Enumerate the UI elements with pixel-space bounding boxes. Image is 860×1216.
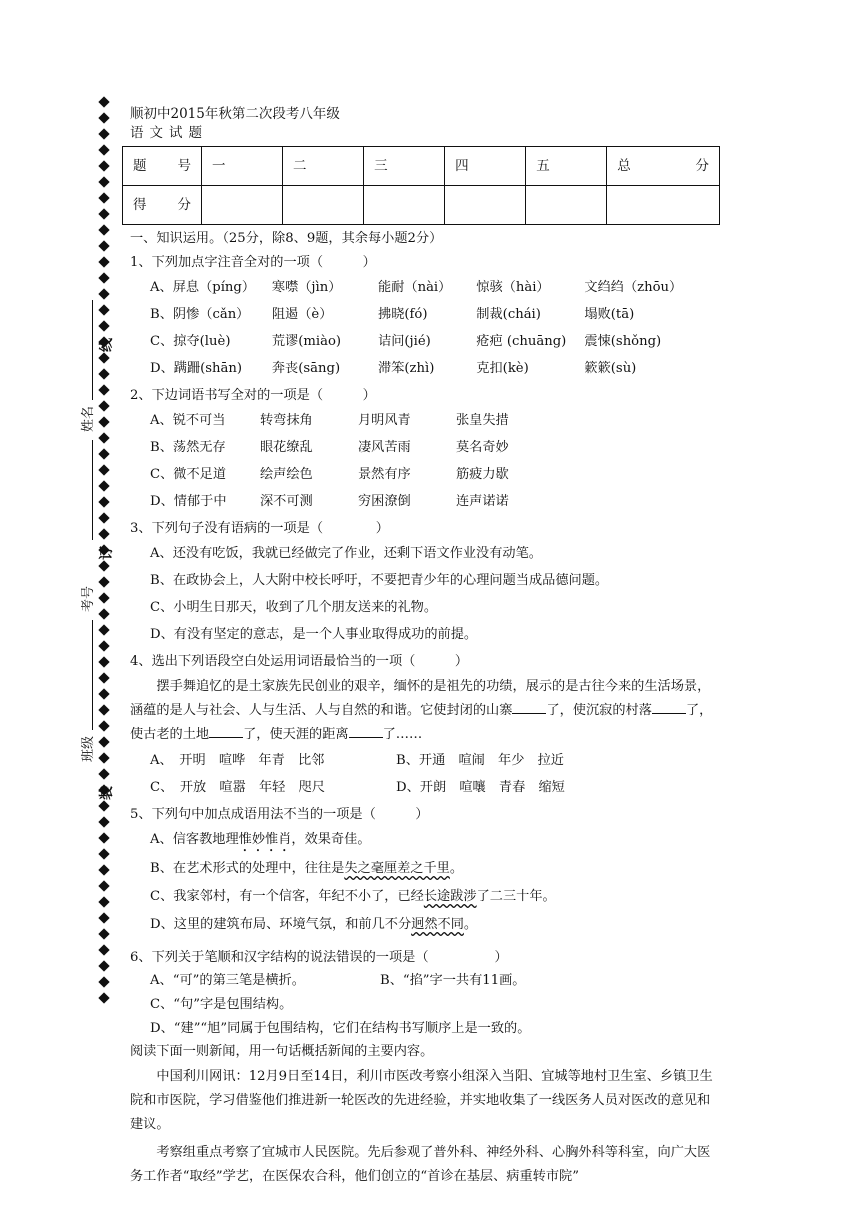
question-1-option-row-cell: 制裁(chái) — [476, 307, 541, 322]
question-1-option-row — [150, 355, 722, 382]
question-1-option-row-cell: 疮疤 (chuāng) — [476, 334, 567, 349]
question-2-option-row-cell: 绘声绘色 — [260, 467, 313, 482]
binding-diamond — [98, 864, 109, 875]
binding-diamond — [98, 288, 109, 299]
question-5-option-d: D、这里的建筑布局、环境气氛，和前几不分 迥然不同 。 — [150, 911, 722, 939]
class-label: 班级 — [81, 735, 96, 762]
binding-diamond — [98, 608, 109, 619]
question-4-option-row — [150, 774, 722, 801]
score-table-value-row — [123, 186, 720, 225]
binding-diamond — [98, 560, 109, 571]
question-1-option-row-cell: 奔丧(sāng) — [271, 361, 341, 376]
binding-diamond — [98, 928, 109, 939]
reading-intro: 阅读下面一则新闻，用一句话概括新闻的主要内容。 — [130, 1044, 434, 1059]
question-2-option-row-cell: 张皇失措 — [456, 413, 509, 428]
question-1-option-row-cell: D、蹒跚(shān) — [150, 361, 243, 376]
question-2-option-row — [150, 434, 722, 461]
binding-diamond — [98, 176, 109, 187]
binding-diamond — [98, 480, 109, 491]
question-2-stem: 2、下边词语书写全对的一项是（ ） — [130, 388, 376, 403]
question-1-option-row-cell: 惊骇（hài） — [476, 280, 550, 295]
idiom-b: 失之毫厘差之千里 — [344, 861, 450, 876]
binding-diamond — [98, 128, 109, 139]
question-1-stem: 1、下列加点字注音全对的一项（ ） — [130, 255, 376, 270]
binding-diamond — [98, 304, 109, 315]
binding-diamond — [98, 576, 109, 587]
binding-diamond — [98, 352, 109, 363]
binding-diamond — [98, 736, 109, 747]
binding-diamond — [98, 112, 109, 123]
question-1-option-row-cell: 文绉绉（zhōu） — [584, 280, 683, 295]
exam-content — [130, 104, 722, 1189]
question-1-option-row-cell: 滞笨(zhì) — [378, 361, 435, 376]
binding-diamond — [98, 832, 109, 843]
question-4-option-row-cell: D、开朗 喧嚷 青春 缩短 — [396, 780, 565, 795]
exam-title: 顺初中2015年秋第二次段考八年级 — [130, 106, 340, 122]
binding-diamond — [98, 528, 109, 539]
question-1-option-row — [150, 274, 722, 301]
binding-diamond — [98, 640, 109, 651]
question-2-option-row-cell: B、荡然无存 — [150, 440, 226, 455]
binding-diamond — [98, 160, 109, 171]
question-4-option-row-cell: C、 开放 喧嚣 年轻 咫尺 — [150, 780, 325, 795]
question-6-option-d: D、“建”“旭”同属于包围结构，它们在结构书写顺序上是一致的。 — [150, 1021, 531, 1036]
question-1-option-row-cell: 震悚(shǒng) — [584, 334, 662, 349]
binding-diamond — [98, 768, 109, 779]
score-header-cell: 一 — [202, 147, 283, 186]
score-row-label: 得 分 — [123, 186, 202, 225]
binding-diamond — [98, 688, 109, 699]
score-table — [122, 146, 720, 225]
question-4-option-row — [150, 747, 722, 774]
id-label: 考号 — [81, 585, 96, 612]
binding-diamond — [98, 800, 109, 811]
question-1-option-row-cell: A、屏息（píng） — [150, 280, 256, 295]
question-3-stem: 3、下列句子没有语病的一项是（ ） — [130, 521, 389, 536]
question-2-option-row-cell: 连声诺诺 — [456, 494, 509, 509]
question-2-option-row-cell: 凄风苦雨 — [358, 440, 411, 455]
question-1-option-row-cell: B、阴惨（cǎn） — [150, 307, 250, 322]
question-2-option-row-cell: 月明风青 — [358, 413, 411, 428]
score-header-cell: 总 分 — [607, 147, 720, 186]
binding-diamond — [98, 720, 109, 731]
question-4-options — [130, 747, 722, 801]
binding-diamond — [98, 848, 109, 859]
score-cell[interactable] — [202, 186, 283, 225]
question-4-stem: 4、选出下列语段空白处运用词语最恰当的一项（ ） — [130, 654, 469, 669]
section-title: 一、知识运用。（25分，除8、9题，其余每小题2分） — [130, 231, 443, 246]
binding-diamond — [98, 704, 109, 715]
question-1-option-row-cell: 诘问(jié) — [378, 334, 431, 349]
binding-diamond — [98, 624, 109, 635]
question-2-option-row-cell: 深不可测 — [260, 494, 313, 509]
bind-word-zhuang: 装 — [99, 786, 115, 800]
question-2-option-row-cell: A、锐不可当 — [150, 413, 226, 428]
binding-diamond — [98, 496, 109, 507]
score-table-header-row — [123, 147, 720, 186]
binding-diamond — [98, 192, 109, 203]
question-3-option: B、在政协会上，人大附中校长呼吁，不要把青少年的心理问题当成品德问题。 — [150, 573, 609, 588]
score-cell[interactable] — [364, 186, 445, 225]
question-2-option-row — [150, 488, 722, 515]
reading-paragraph-2: 考察组重点考察了宜城市人民医院。先后参观了普外科、神经外科、心胸外科等科室，向广大医务工作者“取经”学艺，在医保农合科，他们创立的“首诊在基层、病重转市院” — [130, 1145, 711, 1184]
question-1-option-row — [150, 301, 722, 328]
idiom-a: 惟妙惟肖 — [238, 832, 292, 847]
score-header-cell: 五 — [526, 147, 607, 186]
exam-subject: 语文试题 — [130, 125, 208, 141]
question-1-option-row-cell: 塌败(tā) — [584, 307, 635, 322]
binding-diamond — [98, 976, 109, 987]
score-cell[interactable] — [607, 186, 720, 225]
question-5-stem: 5、下列句中加点成语用法不当的一项是（ ） — [130, 807, 429, 822]
binding-diamond — [98, 384, 109, 395]
binding-diamond — [98, 368, 109, 379]
score-header-cell: 题 号 — [123, 147, 202, 186]
question-2-option-row-cell: 转弯抹角 — [260, 413, 313, 428]
question-4-option-row-cell: B、开通 喧闹 年少 拉近 — [396, 753, 564, 768]
question-1-option-row-cell: 簌簌(sù) — [584, 361, 637, 376]
question-1-option-row-cell: 荒谬(miào) — [271, 334, 342, 349]
reading-paragraph-1: 中国利川网讯：12月9日至14日，利川市医改考察小组深入当阳、宜城等地村卫生室、乡镇卫生院和市医院，学习借鉴他们推进新一轮医改的先进经验，并实地收集了一线医务人员对医改的意见和建议。 — [130, 1069, 713, 1132]
question-1-option-row-cell: 能耐（nài） — [378, 280, 452, 295]
question-4-passage: 摆手舞追忆的是土家族先民创业的艰辛，缅怀的是祖先的功绩，展示的是古往今来的生活场景，涵蕴的是人与社会、人与生活、人与自然的和谐。它使封闭的山寨 了，使沉寂的村落 了，使古老的土地 了，使天涯的距离 了…… — [130, 679, 713, 742]
question-2-option-row-cell: C、微不足道 — [150, 467, 227, 482]
score-header-cell: 四 — [445, 147, 526, 186]
question-1-options — [130, 274, 722, 382]
question-2-option-row-cell: D、情郁于中 — [150, 494, 227, 509]
binding-diamond — [98, 752, 109, 763]
question-5-option-c: C、我家邻村，有一个信客，年纪不小了，已经 长途跋涉 了二三十年。 — [150, 883, 722, 911]
binding-diamond — [98, 432, 109, 443]
score-cell[interactable] — [283, 186, 364, 225]
question-5-option-b: B、在艺术形式的处理中，往往是 失之毫厘差之千里 。 — [150, 855, 722, 883]
question-1-option-row-cell: 拂晓(fó) — [378, 307, 428, 322]
question-1-option-row-cell: 阻遏（è） — [271, 307, 333, 322]
question-6-option-c: C、“句”字是包围结构。 — [150, 997, 293, 1012]
question-6-stem: 6、下列关于笔顺和汉字结构的说法错误的一项是（ ） — [130, 950, 508, 965]
binding-diamond — [98, 672, 109, 683]
binding-diamond — [98, 224, 109, 235]
score-header-cell: 二 — [283, 147, 364, 186]
binding-diamond — [98, 256, 109, 267]
binding-diamond — [98, 416, 109, 427]
binding-diamond — [98, 272, 109, 283]
binding-diamond — [98, 320, 109, 331]
binding-diamond — [98, 144, 109, 155]
bind-word-xian: 线 — [99, 338, 115, 352]
class-line — [92, 620, 93, 730]
question-1-option-row-cell: C、掠夺(luè) — [150, 334, 231, 349]
binding-diamond — [98, 240, 109, 251]
binding-diamond — [98, 896, 109, 907]
idiom-d: 迥然不同 — [411, 917, 464, 932]
question-3-option: C、小明生日那天，收到了几个朋友送来的礼物。 — [150, 600, 438, 615]
score-cell[interactable] — [445, 186, 526, 225]
question-2-option-row-cell: 筋疲力歇 — [456, 467, 509, 482]
binding-diamond — [98, 960, 109, 971]
binding-diamond — [98, 992, 109, 1003]
question-2-option-row-cell: 莫名奇妙 — [456, 440, 509, 455]
binding-diamond — [98, 912, 109, 923]
question-3-option: A、还没有吃饭，我就已经做完了作业，还剩下语文作业没有动笔。 — [150, 546, 542, 561]
question-3-option: D、有没有坚定的意志，是一个人事业取得成功的前提。 — [150, 627, 478, 642]
id-line — [92, 440, 93, 540]
question-1-option-row-cell: 克扣(kè) — [476, 361, 529, 376]
binding-diamond — [98, 656, 109, 667]
name-label: 姓名 — [81, 405, 96, 432]
name-line — [92, 300, 93, 400]
binding-diamond — [98, 512, 109, 523]
binding-diamond — [98, 448, 109, 459]
question-4-option-row-cell: A、 开明 喧哗 年青 比邻 — [150, 753, 325, 768]
question-2-option-row — [150, 407, 722, 434]
question-2-option-row-cell: 景然有序 — [358, 467, 411, 482]
binding-diamond — [98, 400, 109, 411]
binding-diamond — [98, 208, 109, 219]
idiom-c: 长途跋涉 — [423, 889, 477, 904]
question-5-option-a: A、信客教地理 惟妙惟肖 ，效果奇佳。 — [150, 826, 722, 855]
question-1-option-row-cell: 寒噤（jìn） — [271, 280, 342, 295]
question-6-option-ab: A、“可”的第三笔是横折。 B、“掐”字一共有11画。 — [150, 973, 526, 988]
score-cell[interactable] — [526, 186, 607, 225]
bind-word-ding: 订 — [99, 546, 115, 560]
binding-diamond — [98, 944, 109, 955]
score-header-cell: 三 — [364, 147, 445, 186]
binding-diamond — [98, 592, 109, 603]
question-1-option-row — [150, 328, 722, 355]
question-2-option-row-cell: 穷困潦倒 — [358, 494, 411, 509]
binding-diamond — [98, 96, 109, 107]
binding-diamond — [98, 816, 109, 827]
question-2-option-row — [150, 461, 722, 488]
binding-diamond — [98, 464, 109, 475]
question-2-options — [130, 407, 722, 515]
binding-diamond — [98, 880, 109, 891]
question-2-option-row-cell: 眼花缭乱 — [260, 440, 313, 455]
